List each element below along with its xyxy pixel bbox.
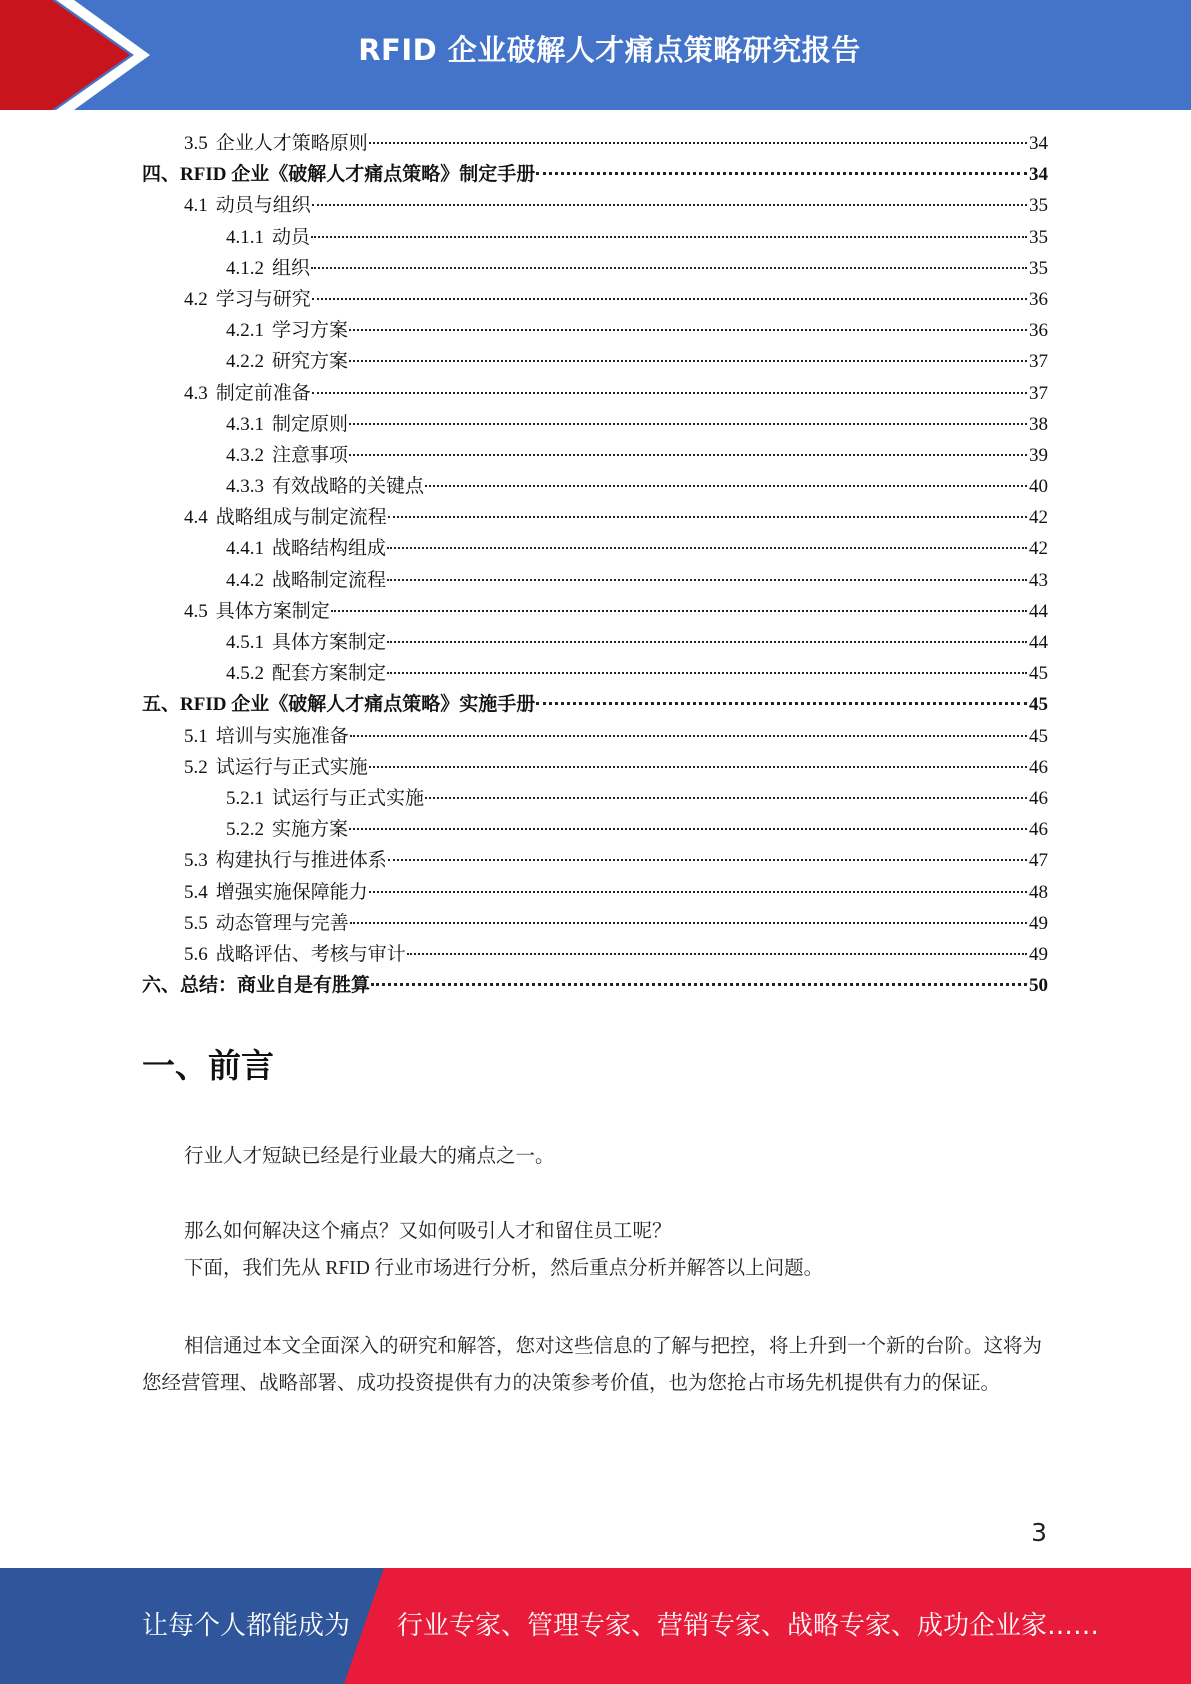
toc-entry-title: 研究方案 <box>272 351 349 373</box>
paragraph-4: 相信通过本文全面深入的研究和解答，您对这些信息的了解与把控，将上升到一个新的台阶。这将为您经营管理、战略部署、成功投资提供有力的决策参考价值，也为您抢占市场先机提供有力的保证。 <box>142 1336 1043 1394</box>
toc-entry-title: 企业人才策略原则 <box>215 133 368 154</box>
toc-leader-dots <box>312 392 1027 394</box>
toc-leader-dots <box>371 983 1027 986</box>
toc-entry-page: 42 <box>1029 507 1048 529</box>
toc-entry-page: 34 <box>1029 133 1048 154</box>
toc-leader-dots <box>369 766 1027 768</box>
footer-slogan-right: 行业专家、管理专家、营销专家、战略专家、成功企业家…… <box>397 1611 1100 1641</box>
toc-entry-title: 具体方案制定 <box>215 600 330 622</box>
toc-entry-number: 5.4 <box>184 881 208 903</box>
toc-entry-number: 4.4.2 <box>226 569 264 591</box>
toc-entry-number: 4.4.1 <box>226 538 264 560</box>
toc-entry[interactable] <box>142 284 1048 315</box>
toc-entry-page: 35 <box>1029 226 1048 248</box>
toc-entry-page: 37 <box>1029 382 1048 404</box>
toc-leader-dots <box>369 891 1027 893</box>
toc-entry-title: 动员与组织 <box>215 195 311 217</box>
toc-entry-number: 4.2 <box>184 288 208 310</box>
toc-entry-number: 5.6 <box>184 943 208 965</box>
toc-leader-dots <box>387 672 1027 674</box>
toc-entry-title: 试运行与正式实施 <box>272 787 425 809</box>
toc-entry-page: 50 <box>1029 975 1048 997</box>
toc-entry-title: 构建执行与推进体系 <box>215 850 387 872</box>
toc-entry-page: 40 <box>1029 476 1048 498</box>
toc-leader-dots <box>312 204 1027 206</box>
toc-entry-number: 4.2.1 <box>226 320 264 342</box>
toc-leader-dots <box>387 579 1027 581</box>
toc-entry-title: 具体方案制定 <box>272 632 387 653</box>
toc-entry-page: 42 <box>1029 538 1048 560</box>
toc-leader-dots <box>425 797 1027 799</box>
header-title: RFID 企业破解人才痛点策略研究报告 <box>358 33 861 67</box>
paragraph-2: 那么如何解决这个痛点？又如何吸引人才和留住员工呢？ <box>184 1221 672 1242</box>
toc-entry[interactable] <box>142 877 1048 908</box>
toc-leader-dots <box>350 922 1027 924</box>
toc-entry-page: 45 <box>1029 694 1048 716</box>
toc-entry-page: 49 <box>1029 943 1048 965</box>
toc-entry-number: 5.1 <box>184 725 208 747</box>
toc-entry-number: 4.3 <box>184 382 208 404</box>
toc-entry-title: 五、RFID 企业《破解人才痛点策略》实施手册 <box>142 694 536 716</box>
toc-entry[interactable] <box>142 565 1048 596</box>
toc-entry-page: 38 <box>1029 413 1048 435</box>
toc-entry[interactable] <box>142 908 1048 939</box>
toc-leader-dots <box>388 516 1027 518</box>
toc-leader-dots <box>311 267 1027 269</box>
toc-entry-number: 4.1 <box>184 195 208 217</box>
footer-slogan-left: 让每个人都能成为 <box>142 1611 351 1641</box>
toc-entry-page: 46 <box>1029 787 1048 809</box>
toc-leader-dots <box>331 610 1027 612</box>
paragraph-3: 下面，我们先从 RFID 行业市场进行分析，然后重点分析并解答以上问题。 <box>184 1258 824 1279</box>
toc-entry[interactable] <box>142 783 1048 814</box>
toc-entry[interactable] <box>142 378 1048 409</box>
toc-entry[interactable] <box>142 471 1048 502</box>
toc-leader-dots <box>311 236 1027 238</box>
toc-entry-number: 4.3.1 <box>226 413 264 435</box>
toc-entry-page: 46 <box>1029 819 1048 841</box>
toc-entry[interactable] <box>142 721 1048 752</box>
toc-entry-number: 5.2.2 <box>226 819 264 841</box>
toc-entry[interactable] <box>142 752 1048 783</box>
toc-entry[interactable] <box>142 814 1048 845</box>
toc-entry-number: 3.5 <box>184 133 208 154</box>
toc-leader-dots <box>349 454 1027 456</box>
toc-entry-title: 学习与研究 <box>215 288 311 310</box>
toc-entry[interactable] <box>142 222 1048 253</box>
toc-entry-page: 49 <box>1029 912 1048 934</box>
table-of-contents <box>142 128 1048 1001</box>
toc-entry[interactable] <box>142 440 1048 471</box>
toc-leader-dots <box>369 142 1027 144</box>
toc-entry-number: 4.1.1 <box>226 226 264 248</box>
toc-entry-page: 45 <box>1029 725 1048 747</box>
toc-entry-page: 44 <box>1029 632 1048 653</box>
toc-entry[interactable] <box>142 845 1048 876</box>
toc-leader-dots <box>312 298 1027 300</box>
toc-entry-number: 4.5 <box>184 600 208 622</box>
toc-leader-dots <box>536 702 1027 705</box>
toc-entry[interactable] <box>142 346 1048 377</box>
page-footer <box>0 1568 1191 1684</box>
toc-entry-title: 注意事项 <box>272 444 349 466</box>
toc-leader-dots <box>350 735 1027 737</box>
toc-entry-page: 35 <box>1029 257 1048 279</box>
toc-entry-page: 46 <box>1029 756 1048 778</box>
toc-entry[interactable] <box>142 159 1048 190</box>
toc-leader-dots <box>387 641 1027 643</box>
toc-entry-title: 试运行与正式实施 <box>215 756 368 778</box>
toc-entry-title: 增强实施保障能力 <box>215 881 368 903</box>
toc-entry-page: 44 <box>1029 600 1048 622</box>
toc-entry[interactable] <box>142 533 1048 564</box>
toc-entry-number: 5.5 <box>184 912 208 934</box>
toc-entry[interactable] <box>142 970 1048 1001</box>
toc-entry-number: 4.2.2 <box>226 351 264 373</box>
page-number: 3 <box>1031 1518 1047 1547</box>
toc-entry-number: 5.2.1 <box>226 787 264 809</box>
toc-leader-dots <box>536 172 1027 175</box>
toc-entry-title: 制定原则 <box>272 413 349 435</box>
toc-entry-page: 45 <box>1029 663 1048 685</box>
toc-entry-page: 34 <box>1029 164 1048 186</box>
toc-entry-page: 39 <box>1029 444 1048 466</box>
toc-entry-number: 4.3.3 <box>226 476 264 498</box>
toc-entry-title: 制定前准备 <box>215 382 311 404</box>
toc-leader-dots <box>407 953 1027 955</box>
toc-entry[interactable] <box>142 128 1048 159</box>
toc-entry[interactable] <box>142 627 1048 658</box>
paragraph-1: 行业人才短缺已经是行业最大的痛点之一。 <box>184 1146 555 1167</box>
toc-entry-page: 36 <box>1029 320 1048 342</box>
toc-entry-title: 六、总结：商业自是有胜算 <box>142 975 371 997</box>
toc-entry-number: 4.1.2 <box>226 257 264 279</box>
toc-entry-title: 有效战略的关键点 <box>272 476 425 498</box>
toc-leader-dots <box>425 485 1027 487</box>
toc-leader-dots <box>349 423 1027 425</box>
toc-entry-page: 48 <box>1029 881 1048 903</box>
toc-leader-dots <box>349 360 1027 362</box>
toc-entry-title: 四、RFID 企业《破解人才痛点策略》制定手册 <box>142 164 536 186</box>
toc-entry-page: 43 <box>1029 569 1048 591</box>
toc-entry-title: 动员 <box>272 226 311 248</box>
toc-leader-dots <box>387 547 1027 549</box>
toc-leader-dots <box>349 329 1027 331</box>
toc-entry-number: 4.5.2 <box>226 663 264 685</box>
toc-entry-title: 组织 <box>272 257 311 279</box>
toc-entry-title: 实施方案 <box>272 819 349 841</box>
toc-entry-title: 学习方案 <box>272 320 349 342</box>
toc-leader-dots <box>388 859 1027 861</box>
section-heading: 一、前言 <box>142 1046 274 1085</box>
toc-entry[interactable] <box>142 502 1048 533</box>
toc-entry-title: 战略结构组成 <box>272 538 387 560</box>
toc-entry-number: 5.3 <box>184 850 208 872</box>
toc-entry[interactable] <box>142 596 1048 627</box>
toc-entry-title: 配套方案制定 <box>272 663 387 685</box>
toc-entry[interactable] <box>142 409 1048 440</box>
toc-entry-number: 4.3.2 <box>226 444 264 466</box>
toc-entry[interactable] <box>142 689 1048 720</box>
toc-entry[interactable] <box>142 658 1048 689</box>
toc-entry-page: 36 <box>1029 288 1048 310</box>
toc-entry-page: 37 <box>1029 351 1048 373</box>
toc-entry-title: 战略制定流程 <box>272 569 387 591</box>
toc-entry-page: 47 <box>1029 850 1048 872</box>
toc-entry-title: 战略组成与制定流程 <box>215 507 387 529</box>
page-header <box>0 0 1191 110</box>
toc-entry-page: 35 <box>1029 195 1048 217</box>
toc-entry-number: 4.4 <box>184 507 208 529</box>
toc-entry[interactable] <box>142 253 1048 284</box>
toc-entry[interactable] <box>142 190 1048 221</box>
toc-entry[interactable] <box>142 315 1048 346</box>
toc-entry-number: 4.5.1 <box>226 632 264 653</box>
toc-leader-dots <box>349 828 1027 830</box>
toc-entry-title: 战略评估、考核与审计 <box>215 943 406 965</box>
toc-entry[interactable] <box>142 939 1048 970</box>
toc-entry-title: 动态管理与完善 <box>215 912 349 934</box>
toc-entry-number: 5.2 <box>184 756 208 778</box>
toc-entry-title: 培训与实施准备 <box>215 725 349 747</box>
